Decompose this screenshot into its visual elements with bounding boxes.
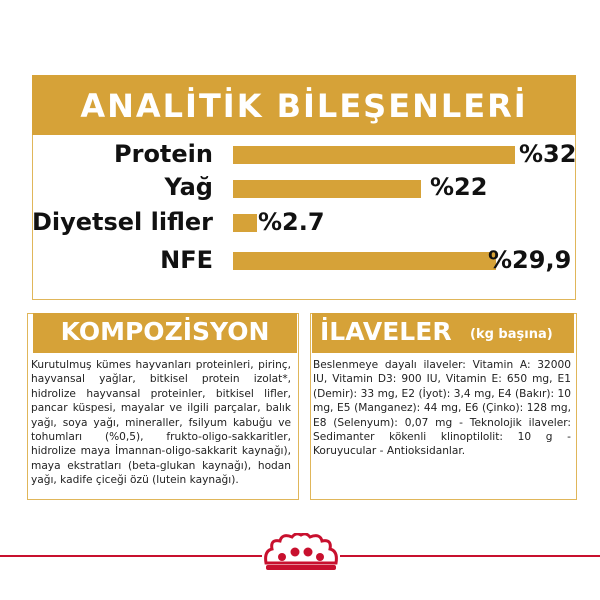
ilaveler-title-bar — [312, 313, 574, 353]
analitik-title: ANALİTİK BİLEŞENLERİ — [80, 87, 528, 125]
ilaveler-subtitle: (kg başına) — [470, 327, 553, 342]
value-nfe: %29,9 — [488, 246, 572, 274]
kompozisyon-title-bar — [33, 313, 297, 353]
value-protein: %32 — [519, 140, 577, 168]
row-label-yag: Yağ — [164, 173, 213, 201]
bar-diyetsel-lifler — [233, 214, 257, 232]
value-yag: %22 — [430, 173, 488, 201]
kompozisyon-text: Kurutulmuş kümes hayvanları proteinleri, pirinç, hayvansal yağlar, bitkisel protein izolat*, hidrolize hayvansal proteinler, bitkisel lifler, pancar küspesi, mayalar ve ilgili parçalar, balık yağı, soya yağı, mineraller, fsilyum kabuğu ve tohumları (%0,5), frukto-oligo-sakkaritler, hidrolize maya İmannan-oligo-sakkarit kaynağı), maya ekstratları (beta-glukan kaynağı), hodan yağı, kadife çiceği özü (lutein kaynağı). — [31, 359, 291, 487]
bar-protein — [233, 146, 515, 164]
row-label-protein: Protein — [114, 140, 213, 168]
analitik-title-bar — [32, 75, 576, 135]
footer-line-right — [340, 555, 600, 557]
ilaveler-text: Beslenmeye dayalı ilaveler: Vitamin A: 32000 IU, Vitamin D3: 900 IU, Vitamin E: 650 mg, E1 (Demir): 33 mg, E2 (İyot): 3,4 mg, E4 (Bakır): 10 mg, E5 (Manganez): 44 mg, E6 (Çinko): 128 mg, E8 (Selenyum): 0,07 mg - Teknolojik ilaveler: Sedimanter kökenli klinoptilolit: 10 g - Koruyucular - Antioksidanlar. — [313, 359, 571, 458]
value-diyetsel-lifler: %2.7 — [258, 208, 325, 236]
kompozisyon-title: KOMPOZİSYON — [60, 317, 270, 346]
row-label-diyetsel-lifler: Diyetsel lifler — [31, 208, 213, 236]
royal-canin-crown-icon — [262, 533, 340, 573]
footer-line-left — [0, 555, 262, 557]
ilaveler-title: İLAVELER — [320, 317, 452, 346]
bar-yag — [233, 180, 421, 198]
bar-nfe — [233, 252, 496, 270]
row-label-nfe: NFE — [160, 246, 213, 274]
